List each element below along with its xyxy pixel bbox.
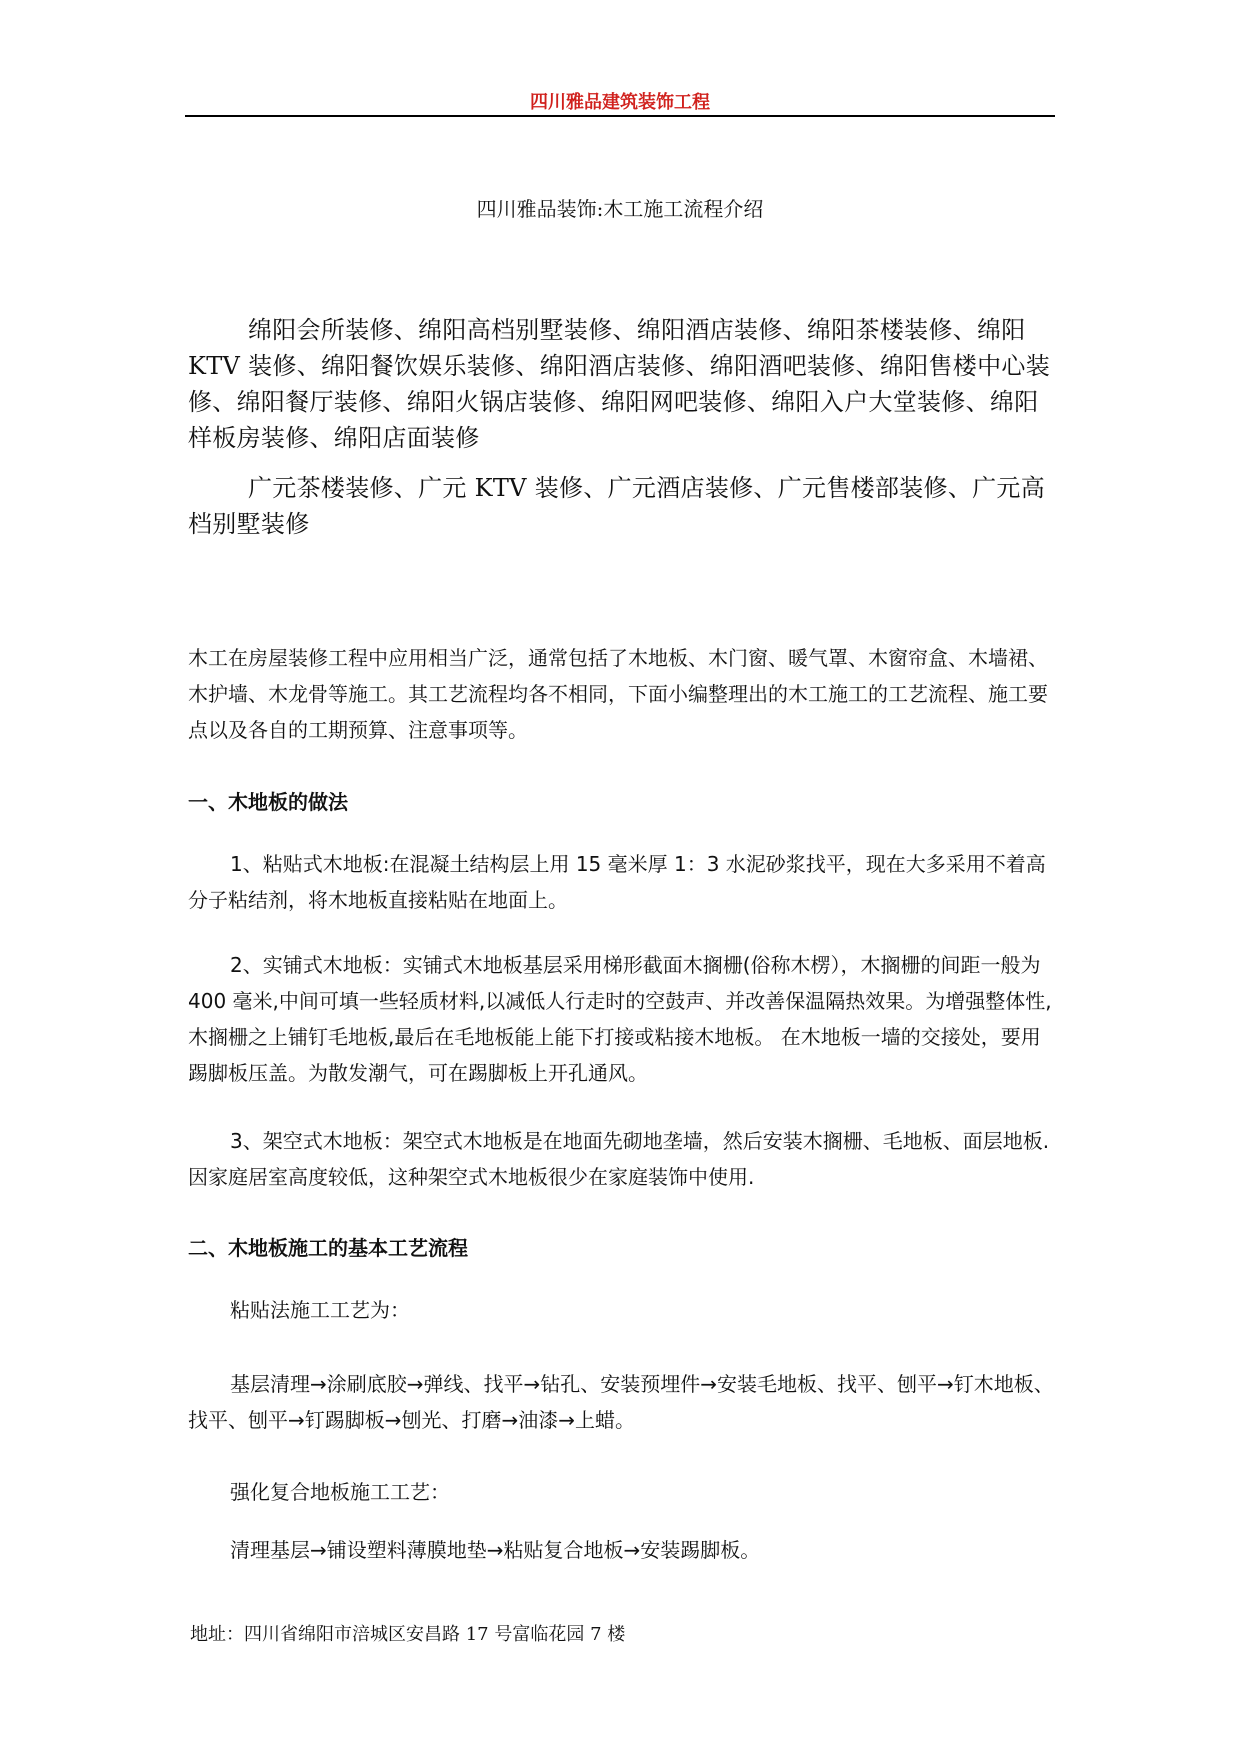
section2-heading: 二、木地板施工的基本工艺流程 <box>188 1236 468 1260</box>
section1-item1: 1、粘贴式木地板:在混凝土结构层上用 15 毫米厚 1：3 水泥砂浆找平，现在大多采用不着高分子粘结剂，将木地板直接粘贴在地面上。 <box>188 852 1046 912</box>
footer-address: 地址：四川省绵阳市涪城区安昌路 17 号富临花园 7 楼 <box>190 1624 626 1645</box>
header-company-name: 四川雅品建筑装饰工程 <box>530 92 710 113</box>
section1-heading: 一、木地板的做法 <box>188 790 348 814</box>
document-title: 四川雅品装饰:木工施工流程介绍 <box>476 197 764 221</box>
header-divider <box>185 115 1055 117</box>
mianyang-keywords-paragraph: 绵阳会所装修、绵阳高档别墅装修、绵阳酒店装修、绵阳茶楼装修、绵阳 KTV 装修、绵阳餐饮娱乐装修、绵阳酒店装修、绵阳酒吧装修、绵阳售楼中心装修、绵阳餐厅装修、绵阳火锅店装修、绵阳网吧装修、绵阳入户大堂装修、绵阳样板房装修、绵阳店面装修 <box>188 316 1050 452</box>
paste-method-steps: 基层清理→涂刷底胶→弹线、找平→钻孔、安装预埋件→安装毛地板、找平、刨平→钉木地板、找平、刨平→钉踢脚板→刨光、打磨→油漆→上蜡。 <box>188 1372 1054 1432</box>
section1-item3: 3、架空式木地板：架空式木地板是在地面先砌地垄墙，然后安装木搁栅、毛地板、面层地板.因家庭居室高度较低，这种架空式木地板很少在家庭装饰中使用. <box>188 1129 1050 1189</box>
guangyuan-keywords-paragraph: 广元茶楼装修、广元 KTV 装修、广元酒店装修、广元售楼部装修、广元高档别墅装修 <box>188 474 1046 538</box>
section1-item2: 2、实铺式木地板：实铺式木地板基层采用梯形截面木搁栅(俗称木楞），木搁栅的间距一般为 400 毫米,中间可填一些轻质材料,以减低人行走时的空鼓声、并改善保温隔热效果。为增强整体性,木搁栅之上铺钉毛地板,最后在毛地板能上能下打接或粘接木地板。 在木地板一墙的交接处，要用踢脚板压盖。为散发潮气，可在踢脚板上开孔通风。 <box>188 953 1052 1085</box>
laminate-method-label: 强化复合地板施工工艺： <box>230 1480 450 1504</box>
intro-paragraph: 木工在房屋装修工程中应用相当广泛，通常包括了木地板、木门窗、暖气罩、木窗帘盒、木墙裙、木护墙、木龙骨等施工。其工艺流程均各不相同，下面小编整理出的木工施工的工艺流程、施工要点以及各自的工期预算、注意事项等。 <box>188 646 1048 742</box>
laminate-method-steps: 清理基层→铺设塑料薄膜地垫→粘贴复合地板→安装踢脚板。 <box>230 1538 761 1562</box>
paste-method-label: 粘贴法施工工艺为： <box>230 1298 410 1322</box>
